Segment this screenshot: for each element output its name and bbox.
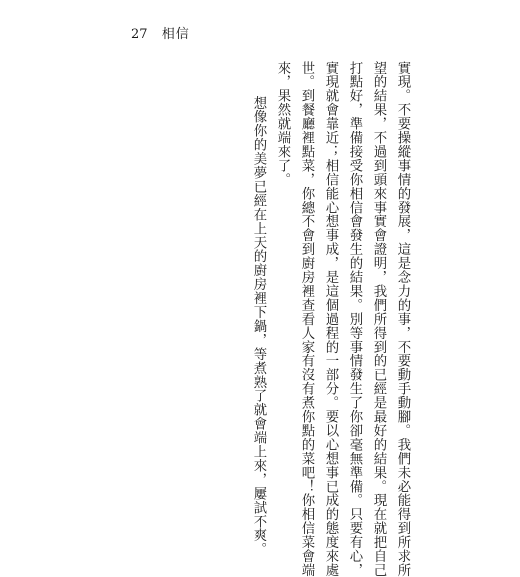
text-column-2: 望的結果，不過到頭來事實會證明，我們所得到的已經是最好的結果。現在就把自己 [371,61,386,577]
paragraph-column: 想像你的美夢已經在上天的廚房裡下鍋，等煮熟了就會端上來，屢試不爽。 [251,96,266,557]
running-title: 相信 [161,27,190,42]
text-column-5: 世。到餐廳裡點菜，你總不會到廚房裡查看人家有沒有煮你點的菜吧！你相信菜會端 [299,61,314,577]
text-column-1: 實現。不要操縱事情的發展，這是念力的事，不要動手動腳。我們未必能得到所求所 [395,61,410,577]
text-column-3: 打點好，準備接受你相信會發生的結果。別等事情發生了你卻毫無準備。只要有心， [347,61,362,577]
page-header [131,27,190,43]
page-number: 27 [131,27,148,42]
text-column-6: 來，果然就端來了。 [275,61,290,187]
text-column-4: 實現就會靠近；相信能心想事成，是這個過程的一部分。要以心想事已成的態度來處 [323,61,338,577]
